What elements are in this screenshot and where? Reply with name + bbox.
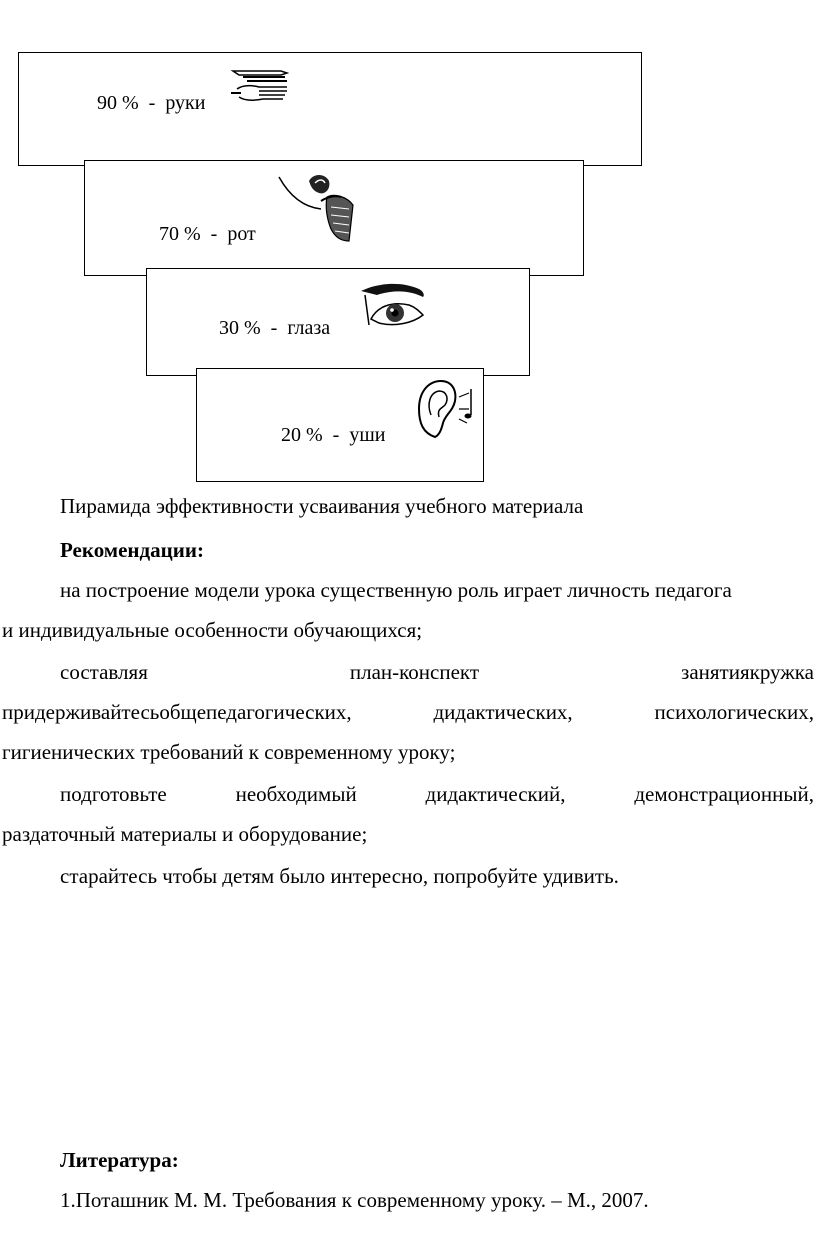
mouth-icon (275, 167, 365, 243)
recommendation-item-1-line-1: на построение модели урока существенную роль играет личность педагога (60, 578, 732, 602)
pyramid-level-mouth (84, 160, 584, 276)
recommendations-heading: Рекомендации: (60, 538, 204, 562)
recommendation-item-2-line-3: гигиенических требований к современному уроку; (2, 740, 456, 764)
recommendation-item-4: старайтесь чтобы детям было интересно, попробуйте удивить. (60, 864, 619, 888)
word: необходимый (235, 782, 357, 806)
word: план-конспект (349, 660, 480, 684)
level-label: 90 % - руки (97, 92, 206, 114)
word: занятиякружка (681, 660, 814, 684)
literature-heading: Литература: (60, 1148, 179, 1172)
word: дидактический, (425, 782, 566, 806)
recommendation-item-2-line-2 (2, 702, 814, 723)
pyramid-level-hands (18, 52, 642, 166)
eye-icon (357, 277, 431, 333)
level-label: 70 % - рот (159, 223, 256, 245)
word: составляя (60, 660, 148, 684)
recommendation-item-3-line-1 (60, 784, 814, 805)
ear-icon (405, 375, 477, 447)
word: придерживайтесьобщепедагогических, (2, 700, 352, 724)
recommendation-item-1-line-2: и индивидуальные особенности обучающихся; (2, 618, 423, 642)
level-label: 20 % - уши (281, 424, 386, 446)
pyramid-level-ears (196, 368, 484, 482)
recommendation-item-3-line-2: раздаточный материалы и оборудование; (2, 822, 368, 846)
word: психологических, (654, 700, 814, 724)
pyramid-level-eyes (146, 268, 530, 376)
literature-item-1: 1.Поташник М. М. Требования к современному уроку. – М., 2007. (60, 1188, 649, 1212)
hand-icon (229, 67, 293, 107)
word: дидактических, (433, 700, 573, 724)
level-label: 30 % - глаза (219, 317, 331, 339)
recommendation-item-2-line-1 (60, 662, 814, 683)
figure-caption: Пирамида эффективности усваивания учебного материала (60, 494, 584, 518)
word: подготовьте (60, 782, 167, 806)
word: демонстрационный, (634, 782, 814, 806)
